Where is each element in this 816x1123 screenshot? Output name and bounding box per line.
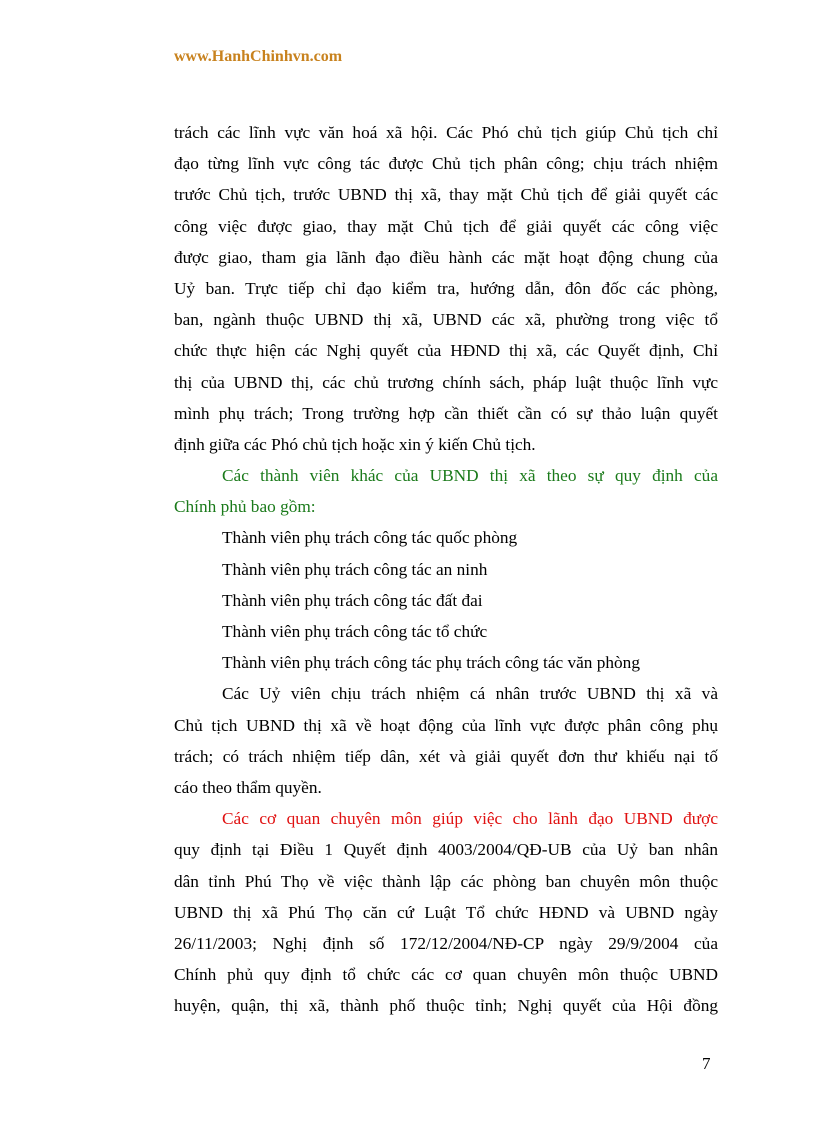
text-line: trách các lĩnh vực văn hoá xã hội. Các Phó chủ tịch giúp Chủ tịch chỉ	[174, 123, 718, 142]
text-line: định giữa các Phó chủ tịch hoặc xin ý kiến Chủ tịch.	[174, 434, 536, 454]
page-number: 7	[702, 1054, 711, 1073]
text-line: trách; có trách nhiệm tiếp dân, xét và giải quyết đơn thư khiếu nại tố	[174, 746, 718, 766]
text-line: Chính phủ quy định tổ chức các cơ quan chuyên môn thuộc UBND	[174, 965, 718, 985]
text-line: huyện, quận, thị xã, thành phố thuộc tỉnh; Nghị quyết của Hội đồng	[174, 996, 718, 1016]
list-item: Thành viên phụ trách công tác tổ chức	[222, 622, 488, 641]
text-line: chức thực hiện các Nghị quyết của HĐND thị xã, các Quyết định, Chỉ	[174, 341, 718, 361]
text-line: Các Uỷ viên chịu trách nhiệm cá nhân trước UBND thị xã và	[222, 684, 718, 704]
text-line: đạo từng lĩnh vực công tác được Chủ tịch phân công; chịu trách nhiệm	[174, 154, 718, 174]
text-line: 26/11/2003; Nghị định số 172/12/2004/NĐ-CP ngày 29/9/2004 của	[174, 933, 718, 953]
text-line: Uỷ ban. Trực tiếp chỉ đạo kiểm tra, hướng dẫn, đôn đốc các phòng,	[174, 278, 718, 298]
text-line: trước Chủ tịch, trước UBND thị xã, thay mặt Chủ tịch để giải quyết các	[174, 185, 718, 205]
text-line: được giao, tham gia lãnh đạo điều hành các mặt hoạt động chung của	[174, 247, 718, 267]
text-line: cáo theo thẩm quyền.	[174, 777, 322, 797]
text-line: ban, ngành thuộc UBND thị xã, UBND các xã, phường trong việc tổ	[174, 310, 718, 330]
list-item: Thành viên phụ trách công tác đất đai	[222, 590, 483, 610]
list-item: Thành viên phụ trách công tác quốc phòng	[222, 528, 518, 548]
text-line-heading: Các thành viên khác của UBND thị xã theo sự quy định của	[222, 466, 718, 486]
text-line: Chủ tịch UBND thị xã về hoạt động của lĩnh vực được phân công phụ	[174, 715, 718, 735]
text-line: quy định tại Điều 1 Quyết định 4003/2004/QĐ-UB của Uỷ ban nhân	[174, 840, 718, 860]
text-line: mình phụ trách; Trong trường hợp cần thiết cần có sự thảo luận quyết	[174, 403, 718, 423]
list-item: Thành viên phụ trách công tác phụ trách công tác văn phòng	[222, 653, 640, 673]
document-body	[174, 117, 718, 1021]
text-line-heading: Chính phủ bao gồm:	[174, 497, 316, 517]
text-line: UBND thị xã Phú Thọ căn cứ Luật Tổ chức HĐND và UBND ngày	[174, 902, 718, 922]
text-line: công việc được giao, thay mặt Chủ tịch để giải quyết các công việc	[174, 216, 718, 236]
text-line-heading: Các cơ quan chuyên môn giúp việc cho lãnh đạo UBND được	[222, 809, 718, 829]
text-line: thị của UBND thị, các chủ trương chính sách, pháp luật thuộc lĩnh vực	[174, 372, 718, 392]
website-header-link[interactable]: www.HanhChinhvn.com	[174, 48, 343, 65]
list-item: Thành viên phụ trách công tác an ninh	[222, 559, 488, 579]
text-line: dân tỉnh Phú Thọ về việc thành lập các phòng ban chuyên môn thuộc	[174, 871, 718, 891]
